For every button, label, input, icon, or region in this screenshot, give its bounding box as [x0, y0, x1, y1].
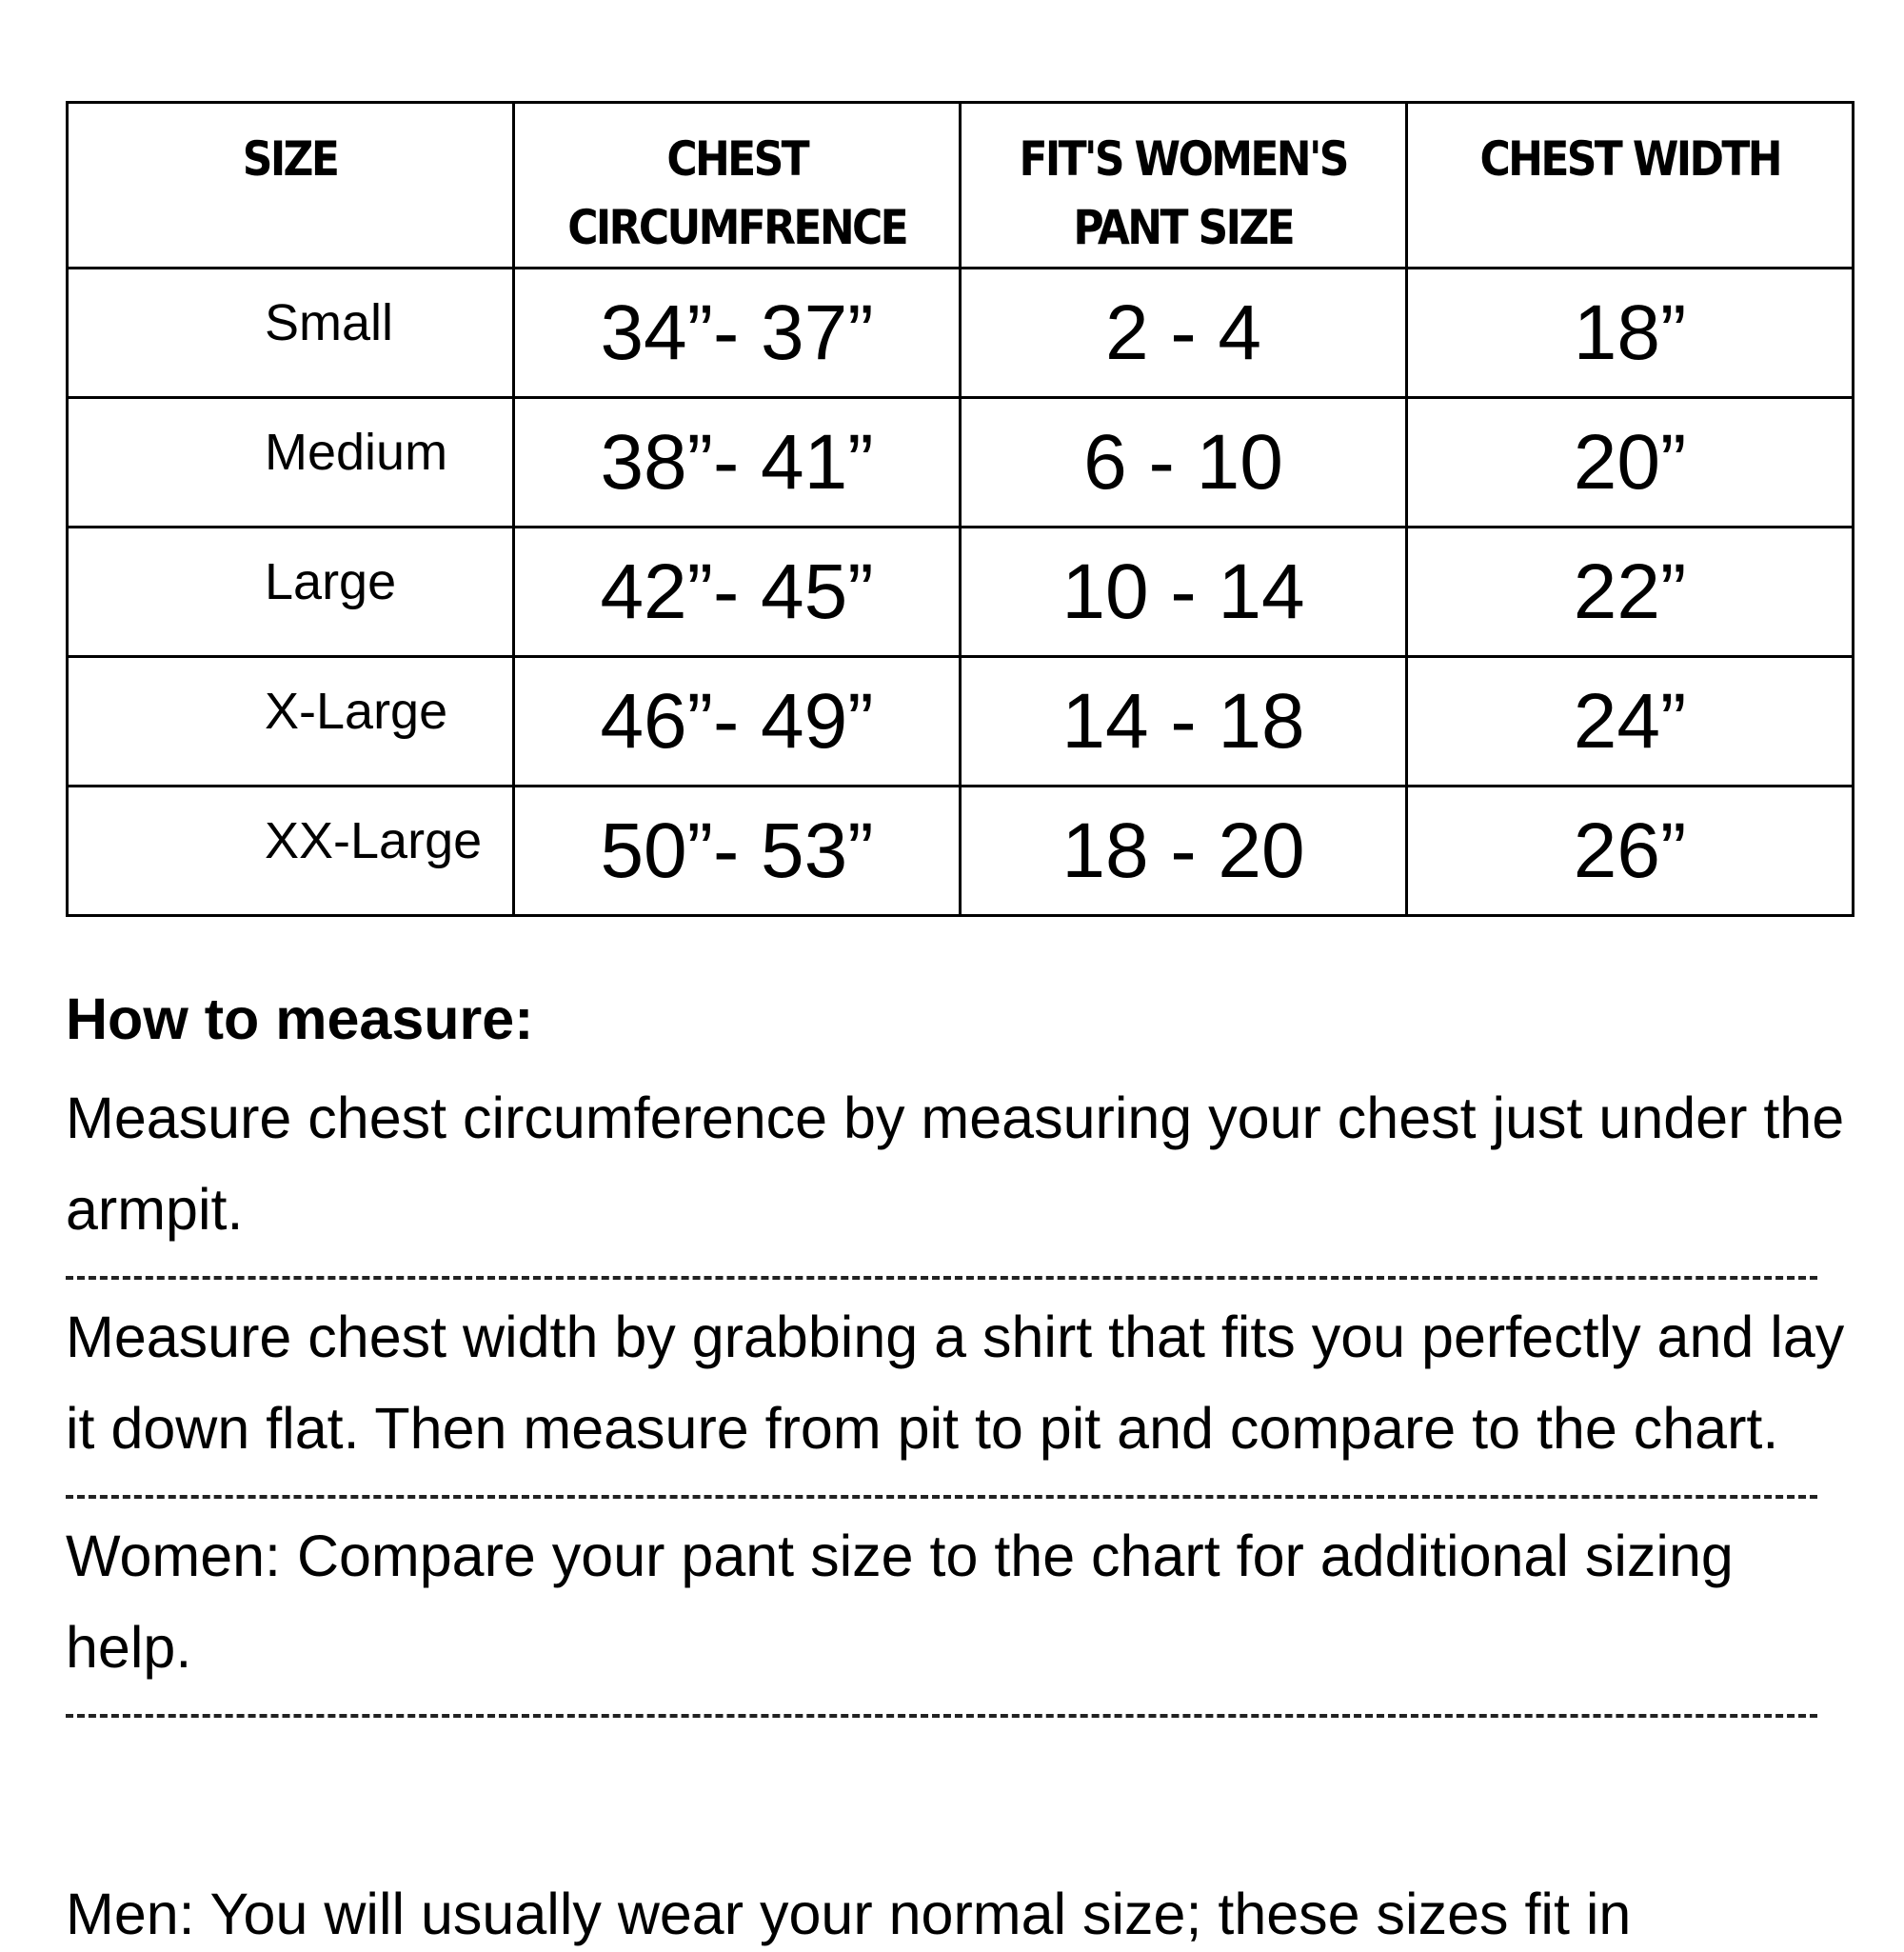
chest-circumference-cell: 50”- 53”	[514, 787, 961, 916]
size-label: Large	[265, 553, 397, 610]
chest-circumference-cell: 38”- 41”	[514, 398, 961, 528]
measure-instruction-chest-circumference: Measure chest circumference by measuring your chest just under the armpit.	[66, 1086, 1845, 1242]
table-row	[68, 269, 1854, 398]
pant-size-cell: 14 - 18	[961, 657, 1407, 787]
size-label: XX-Large	[265, 812, 483, 869]
header-size	[68, 103, 514, 269]
table-header-row	[68, 103, 1854, 269]
chest-width-cell: 24”	[1407, 657, 1854, 787]
chest-circumference-cell: 34”- 37”	[514, 269, 961, 398]
header-chest-circumference-text: CHEST CIRCUMFRENCE	[567, 131, 906, 255]
pant-size-cell: 10 - 14	[961, 528, 1407, 657]
size-cell	[68, 787, 514, 916]
header-pant-size-text: FIT'S WOMEN'S PANT SIZE	[1019, 131, 1348, 255]
dashed-divider	[66, 1714, 1817, 1718]
chest-width-cell: 18”	[1407, 269, 1854, 398]
pant-size-cell: 18 - 20	[961, 787, 1407, 916]
measure-instruction-men-partial: Men: You will usually wear your normal size; these sizes fit in	[66, 1882, 1632, 1946]
pant-size-cell: 6 - 10	[961, 398, 1407, 528]
header-chest-width-text: CHEST WIDTH	[1479, 131, 1780, 187]
dashed-divider	[66, 1276, 1817, 1280]
size-cell	[68, 528, 514, 657]
table-row	[68, 398, 1854, 528]
header-chest-width	[1407, 103, 1854, 269]
size-cell	[68, 269, 514, 398]
size-chart-table	[66, 101, 1854, 917]
size-label: X-Large	[265, 683, 448, 740]
size-cell	[68, 398, 514, 528]
measure-instruction-women: Women: Compare your pant size to the chart for additional sizing help.	[66, 1524, 1734, 1680]
chest-circumference-cell: 46”- 49”	[514, 657, 961, 787]
header-chest-circumference	[514, 103, 961, 269]
size-cell	[68, 657, 514, 787]
chest-width-cell: 22”	[1407, 528, 1854, 657]
chest-circumference-cell: 42”- 45”	[514, 528, 961, 657]
table-row	[68, 787, 1854, 916]
measure-instruction-chest-width: Measure chest width by grabbing a shirt that fits you perfectly and lay it down flat. Then measure from pit to pit and compare to the chart.	[66, 1305, 1845, 1461]
table-row	[68, 528, 1854, 657]
how-to-measure-title: How to measure:	[66, 986, 534, 1051]
dashed-divider	[66, 1495, 1817, 1499]
header-size-text: SIZE	[243, 131, 338, 187]
table-row	[68, 657, 1854, 787]
chest-width-cell: 26”	[1407, 787, 1854, 916]
size-label: Small	[265, 294, 394, 351]
chest-width-cell: 20”	[1407, 398, 1854, 528]
pant-size-cell: 2 - 4	[961, 269, 1407, 398]
how-to-measure-section	[66, 981, 1855, 1729]
header-pant-size	[961, 103, 1407, 269]
size-label: Medium	[265, 424, 448, 481]
